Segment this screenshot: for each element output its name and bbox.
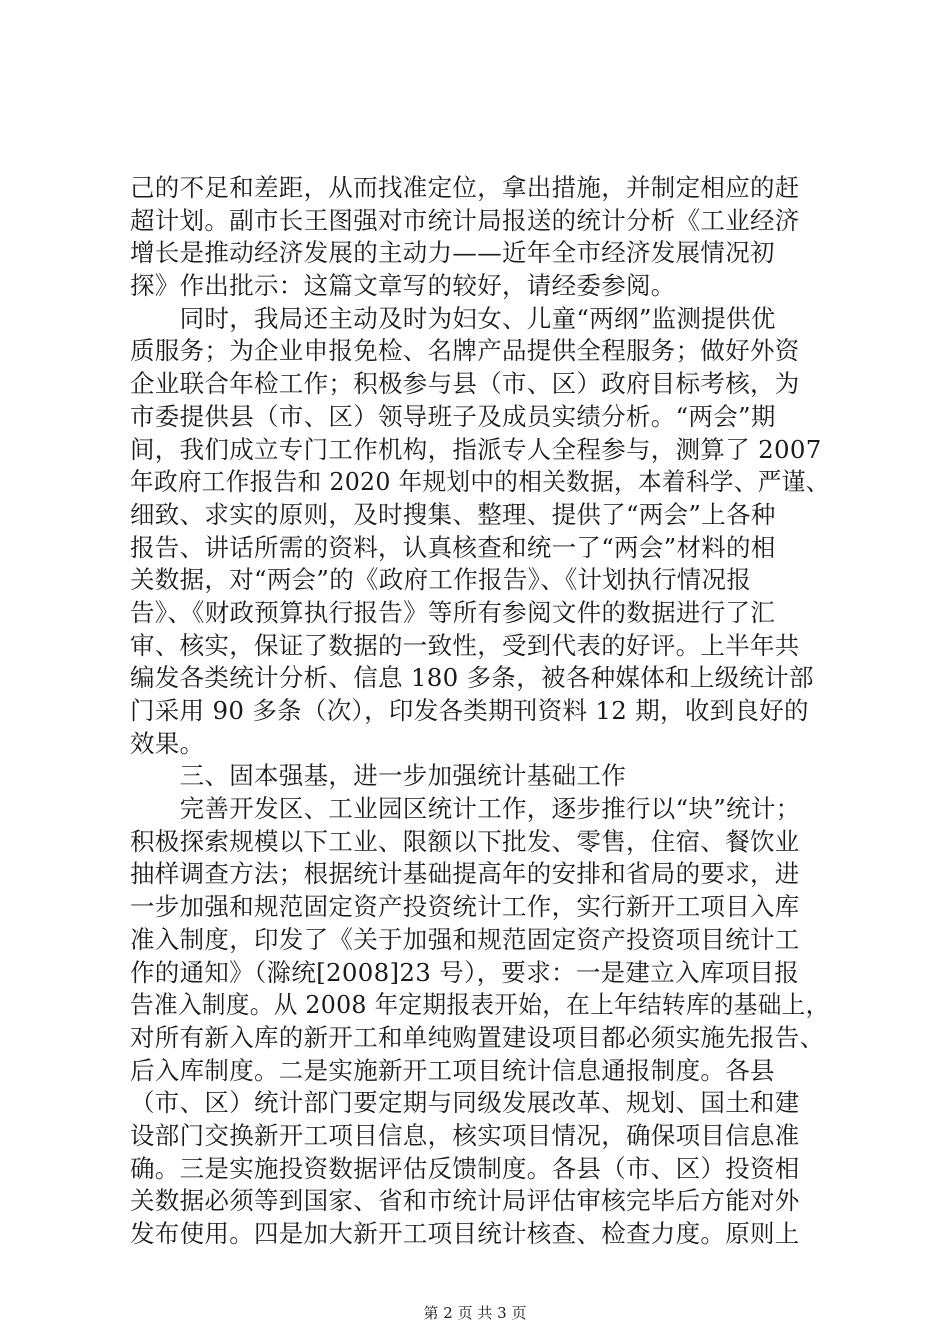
text-line: （市、区）统计部门要定期与同级发展改革、规划、国土和建: [130, 1088, 800, 1118]
text-line: 年政府工作报告和 2020 年规划中的相关数据，本着科学、严谨、: [130, 467, 830, 497]
text-line: 抽样调查方法；根据统计基础提高年的安排和省局的要求，进: [130, 859, 800, 889]
text-line: 编发各类统计分析、信息 180 多条，被各种媒体和上级统计部: [130, 663, 814, 693]
text-line: 己的不足和差距，从而找准定位，拿出措施，并制定相应的赶: [130, 173, 800, 202]
text-line: 报告、讲话所需的资料，认真核查和统一了“两会”材料的相: [130, 532, 776, 562]
text-line: 关数据必须等到国家、省和市统计局评估审核完毕后方能对外: [130, 1186, 800, 1216]
text-line: 企业联合年检工作；积极参与县（市、区）政府目标考核，为: [130, 369, 800, 399]
text-line: 质服务；为企业申报免检、名牌产品提供全程服务；做好外资: [130, 336, 800, 366]
text-line: 市委提供县（市、区）领导班子及成员实绩分析。“两会”期: [130, 401, 776, 431]
text-line: 效果。: [130, 728, 205, 758]
text-line: 积极探索规模以下工业、限额以下批发、零售，住宿、餐饮业: [130, 826, 800, 856]
text-line: 设部门交换新开工项目信息，核实项目情况，确保项目信息准: [130, 1120, 800, 1150]
text-line: 发布使用。四是加大新开工项目统计核查、检查力度。原则上: [130, 1219, 800, 1248]
text-line: 间，我们成立专门工作机构，指派专人全程参与，测算了 2007: [130, 434, 822, 464]
text-line: 确。三是实施投资数据评估反馈制度。各县（市、区）投资相: [130, 1153, 800, 1183]
text-line: 后入库制度。二是实施新开工项目统计信息通报制度。各县: [130, 1055, 775, 1085]
text-line: 完善开发区、工业园区统计工作，逐步推行以“块”统计；: [130, 794, 801, 824]
text-line: 三、固本强基，进一步加强统计基础工作: [130, 761, 626, 791]
document-body: [130, 172, 830, 1251]
text-line: 超计划。副市长王图强对市统计局报送的统计分析《工业经济: [130, 205, 800, 235]
text-line: 告》、《财政预算执行报告》等所有参阅文件的数据进行了汇: [130, 597, 776, 627]
text-line: 增长是推动经济发展的主动力——近年全市经济发展情况初: [130, 238, 775, 268]
text-line: 探》作出批示：这篇文章写的较好，请经委参阅。: [130, 271, 676, 301]
text-line: 关数据，对“两会”的《政府工作报告》、《计划执行情况报: [130, 565, 752, 595]
text-line: 准入制度，印发了《关于加强和规范固定资产投资项目统计工: [130, 924, 800, 954]
text-line: 细致、求实的原则，及时搜集、整理、提供了“两会”上各种: [130, 499, 776, 529]
text-line: 审、核实，保证了数据的一致性，受到代表的好评。上半年共: [130, 630, 800, 660]
text-line: 一步加强和规范固定资产投资统计工作，实行新开工项目入库: [130, 892, 800, 922]
text-line: 门采用 90 多条（次），印发各类期刊资料 12 期，收到良好的: [130, 696, 809, 725]
text-line: 告准入制度。从 2008 年定期报表开始，在上年结转库的基础上，: [130, 990, 830, 1020]
text-line: 同时，我局还主动及时为妇女、儿童“两纲”监测提供优: [130, 303, 776, 333]
page-footer: 第 2 页 共 3 页: [423, 1304, 527, 1322]
text-line: 作的通知》（滁统[2008]23 号），要求：一是建立入库项目报: [130, 957, 800, 987]
text-line: 对所有新入库的新开工和单纯购置建设项目都必须实施先报告、: [130, 1022, 825, 1052]
